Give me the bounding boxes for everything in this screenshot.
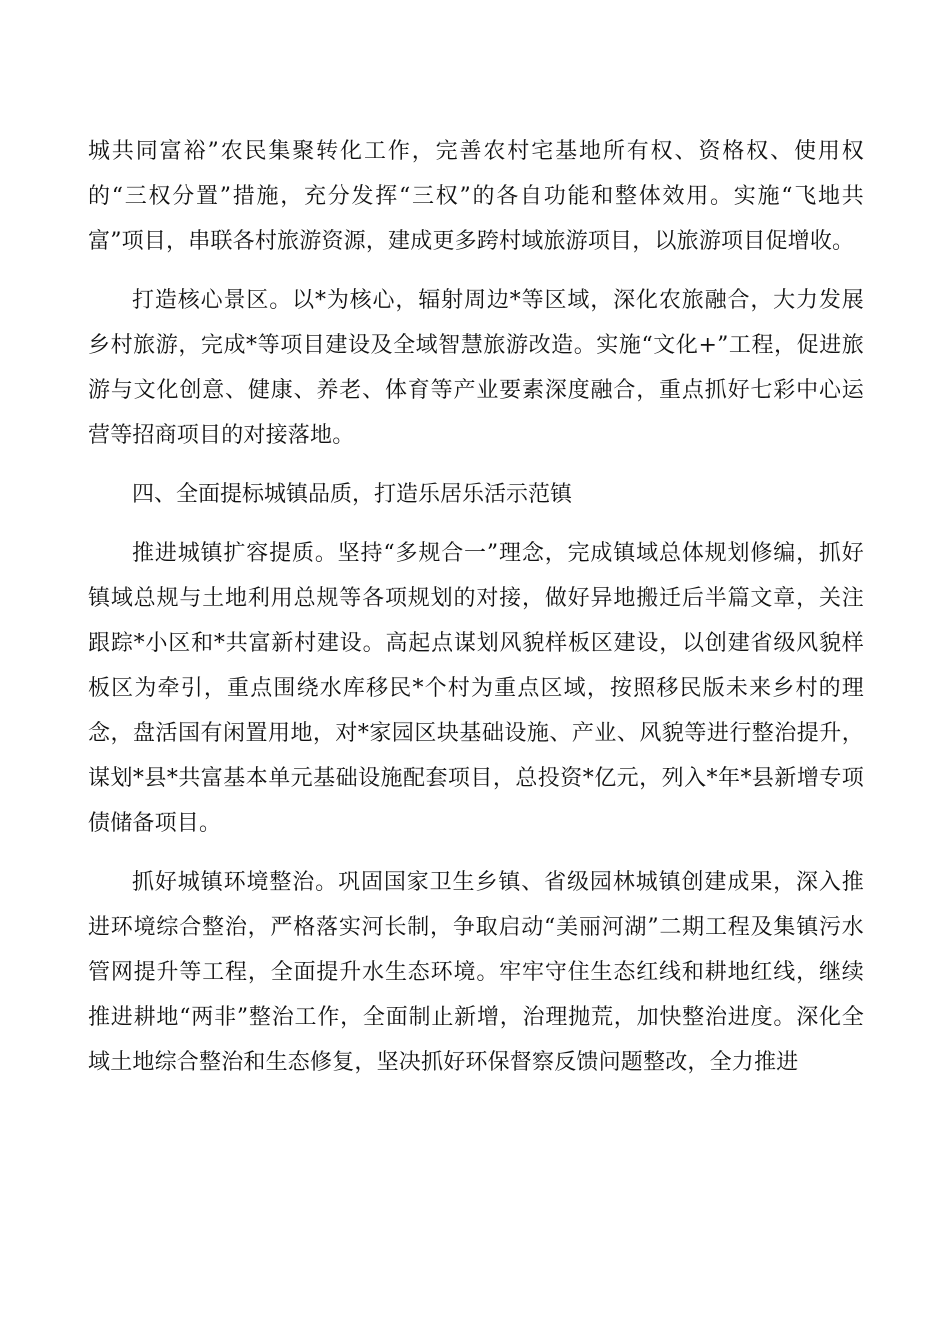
paragraph-environment-remediation: 抓好城镇环境整治。巩固国家卫生乡镇、省级园林城镇创建成果，深入推进环境综合整治，严格落实河长制，争取启动“美丽河湖”二期工程及集镇污水管网提升等工程，全面提升水生态环境。牢牢守住生态红线和耕地红线，继续推进耕地“两非”整治工作，全面制止新增，治理抛荒，加快整治进度。深化全域土地综合整治和生态修复，坚决抓好环保督察反馈问题整改，全力推进	[88, 870, 864, 1075]
document-body	[88, 129, 864, 1099]
paragraph-continuation: 城共同富裕”农民集聚转化工作，完善农村宅基地所有权、资格权、使用权的“三权分置”措施，充分发挥“三权”的各自功能和整体效用。实施“飞地共富”项目，串联各村旅游资源，建成更多跨村域旅游项目，以旅游项目促增收。	[88, 139, 864, 254]
section-heading-four: 四、全面提标城镇品质，打造乐居乐活示范镇	[132, 482, 573, 507]
paragraph-town-expansion: 推进城镇扩容提质。坚持“多规合一”理念，完成镇域总体规划修编，抓好镇域总规与土地利用总规等各项规划的对接，做好异地搬迁后半篇文章，关注跟踪*小区和*共富新村建设。高起点谋划风貌样板区建设，以创建省级风貌样板区为牵引，重点围绕水库移民*个村为重点区域，按照移民版未来乡村的理念，盘活国有闲置用地，对*家园区块基础设施、产业、风貌等进行整治提升，谋划*县*共富基本单元基础设施配套项目，总投资*亿元，列入*年*县新增专项债储备项目。	[88, 541, 864, 836]
paragraph-core-scenic-area: 打造核心景区。以*为核心，辐射周边*等区域，深化农旅融合，大力发展乡村旅游，完成*等项目建设及全域智慧旅游改造。实施“文化+”工程，促进旅游与文化创意、健康、养老、体育等产业要素深度融合，重点抓好七彩中心运营等招商项目的对接落地。	[88, 288, 864, 448]
